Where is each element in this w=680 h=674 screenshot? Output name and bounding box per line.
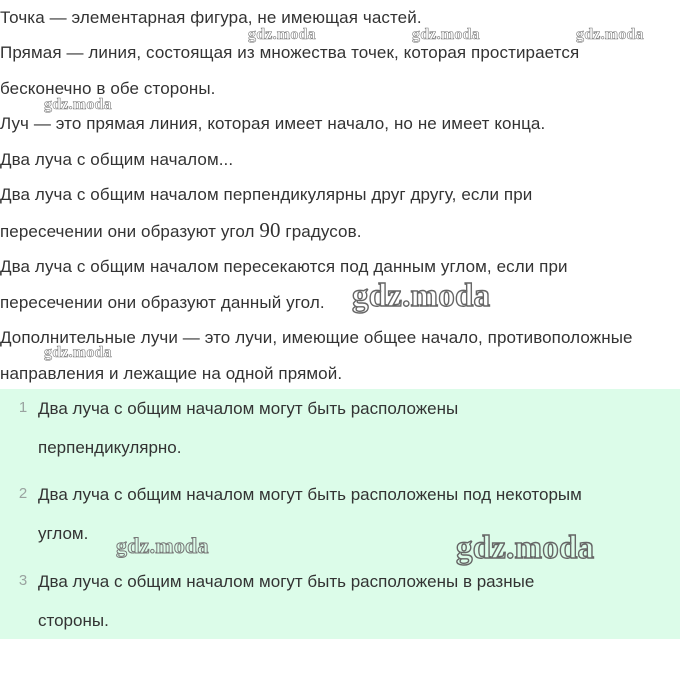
answer-text-line-2: стороны.: [38, 611, 109, 630]
angle-line-1: Два луча с общим началом пересекаются под данным углом, если при: [0, 257, 568, 276]
angle-line-2: пересечении они образуют данный угол.: [0, 292, 325, 312]
watermark: gdz.moda: [44, 96, 112, 113]
answer-text-line-2: углом.: [38, 524, 89, 543]
perpendicular-text-a: пересечении они образуют угол: [0, 221, 260, 241]
supplementary-line-1: Дополнительные лучи — это лучи, имеющие общее начало, противоположные: [0, 328, 633, 347]
definition-ray: Луч — это прямая линия, которая имеет начало, но не имеет конца.: [0, 114, 546, 133]
watermark: gdz.moda: [44, 344, 112, 361]
perpendicular-text-b: градусов.: [280, 221, 362, 241]
ninety-number: 90: [259, 217, 281, 242]
watermark: gdz.moda: [412, 26, 480, 43]
answer-text-line-2: перпендикулярно.: [38, 438, 182, 457]
perpendicular-line-2: [0, 213, 680, 250]
two-rays-heading: Два луча с общим началом...: [0, 149, 234, 169]
watermark: gdz.moda: [576, 26, 644, 43]
definition-point: Точка — элементарная фигура, не имеющая частей.: [0, 8, 422, 27]
answer-text-line-1: Два луча с общим началом могут быть расположены под некоторым: [38, 485, 582, 504]
answers-block: [0, 389, 680, 639]
watermark: gdz.moda: [248, 26, 316, 43]
definition-line-2: бесконечно в обе стороны.: [0, 78, 216, 98]
answer-number: 1: [18, 399, 28, 416]
definition-line-1: Прямая — линия, состоящая из множества точек, которая простирается: [0, 43, 580, 62]
answer-number: 3: [18, 572, 28, 589]
watermark: gdz.moda: [116, 533, 209, 558]
perpendicular-line-1: Два луча с общим началом перпендикулярны друг другу, если при: [0, 185, 533, 204]
watermark: gdz.moda: [352, 278, 491, 314]
answer-number: 2: [18, 485, 28, 502]
answer-text-line-1: Два луча с общим началом могут быть расположены: [38, 399, 459, 418]
answer-text-line-1: Два луча с общим началом могут быть расположены в разные: [38, 572, 535, 591]
watermark: gdz.moda: [456, 530, 595, 566]
supplementary-line-2: направления и лежащие на одной прямой.: [0, 363, 343, 383]
